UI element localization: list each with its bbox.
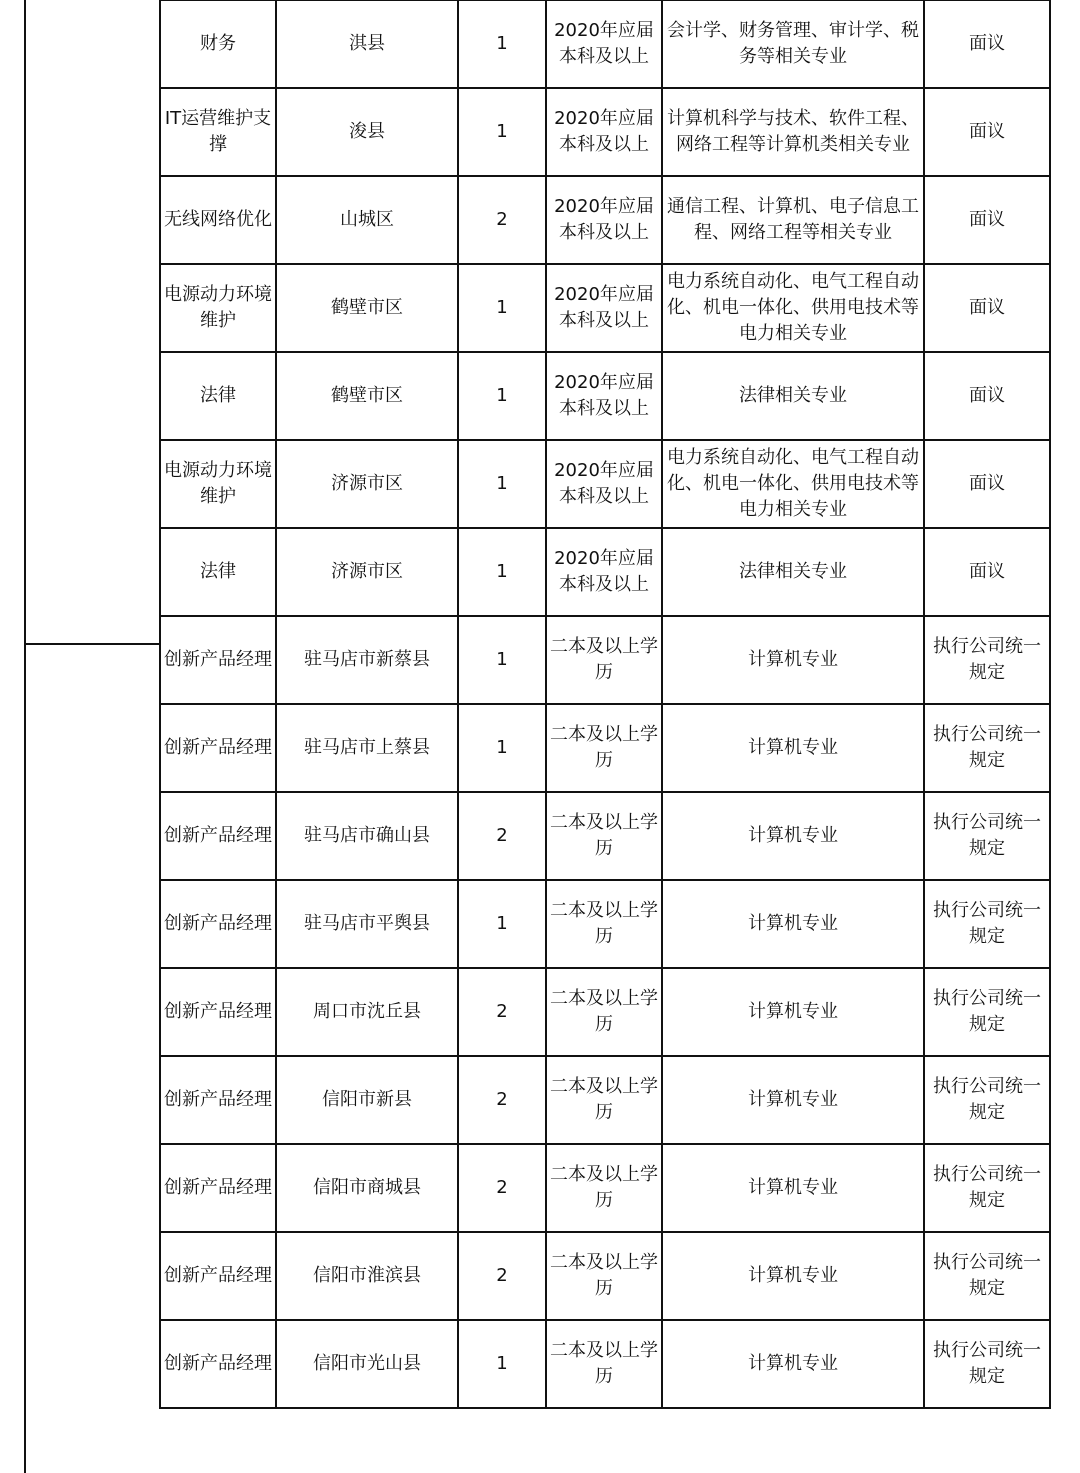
position-cell: 创新产品经理 (160, 1056, 276, 1144)
table-row (160, 968, 1050, 1056)
location-cell: 济源市区 (276, 440, 458, 528)
salary-cell: 执行公司统一规定 (924, 616, 1050, 704)
salary-cell: 执行公司统一规定 (924, 1144, 1050, 1232)
count-cell: 1 (458, 0, 546, 88)
count-cell: 2 (458, 792, 546, 880)
table-row (160, 264, 1050, 352)
table-row (160, 792, 1050, 880)
education-cell: 2020年应届本科及以上 (546, 440, 662, 528)
table-row (160, 1056, 1050, 1144)
count-cell: 2 (458, 1056, 546, 1144)
table-row (160, 440, 1050, 528)
location-cell: 驻马店市上蔡县 (276, 704, 458, 792)
table-row (160, 0, 1050, 88)
education-cell: 二本及以上学历 (546, 1144, 662, 1232)
salary-cell: 面议 (924, 264, 1050, 352)
location-cell: 驻马店市新蔡县 (276, 616, 458, 704)
location-cell: 淇县 (276, 0, 458, 88)
position-cell: IT运营维护支撑 (160, 88, 276, 176)
education-cell: 二本及以上学历 (546, 968, 662, 1056)
major-cell: 会计学、财务管理、审计学、税务等相关专业 (662, 0, 924, 88)
position-cell: 无线网络优化 (160, 176, 276, 264)
salary-cell: 执行公司统一规定 (924, 704, 1050, 792)
table-row (160, 1320, 1050, 1408)
location-cell: 鹤壁市区 (276, 264, 458, 352)
education-cell: 2020年应届本科及以上 (546, 88, 662, 176)
salary-cell: 执行公司统一规定 (924, 1320, 1050, 1408)
job-table-body (160, 0, 1050, 1408)
major-cell: 法律相关专业 (662, 352, 924, 440)
count-cell: 1 (458, 264, 546, 352)
job-table (159, 0, 1051, 1409)
location-cell: 信阳市淮滨县 (276, 1232, 458, 1320)
table-row (160, 176, 1050, 264)
position-cell: 电源动力环境维护 (160, 440, 276, 528)
education-cell: 2020年应届本科及以上 (546, 264, 662, 352)
position-cell: 创新产品经理 (160, 792, 276, 880)
location-cell: 鹤壁市区 (276, 352, 458, 440)
location-cell: 信阳市商城县 (276, 1144, 458, 1232)
location-cell: 山城区 (276, 176, 458, 264)
salary-cell: 执行公司统一规定 (924, 880, 1050, 968)
major-cell: 计算机专业 (662, 1320, 924, 1408)
position-cell: 创新产品经理 (160, 880, 276, 968)
salary-cell: 执行公司统一规定 (924, 1056, 1050, 1144)
salary-cell: 执行公司统一规定 (924, 792, 1050, 880)
count-cell: 2 (458, 176, 546, 264)
education-cell: 二本及以上学历 (546, 704, 662, 792)
salary-cell: 面议 (924, 0, 1050, 88)
count-cell: 1 (458, 880, 546, 968)
education-cell: 二本及以上学历 (546, 792, 662, 880)
table-row (160, 704, 1050, 792)
count-cell: 1 (458, 528, 546, 616)
location-cell: 驻马店市平舆县 (276, 880, 458, 968)
position-cell: 财务 (160, 0, 276, 88)
major-cell: 计算机专业 (662, 1144, 924, 1232)
table-row (160, 88, 1050, 176)
education-cell: 二本及以上学历 (546, 880, 662, 968)
salary-cell: 面议 (924, 176, 1050, 264)
salary-cell: 执行公司统一规定 (924, 968, 1050, 1056)
location-cell: 驻马店市确山县 (276, 792, 458, 880)
major-cell: 计算机专业 (662, 1056, 924, 1144)
location-cell: 济源市区 (276, 528, 458, 616)
education-cell: 二本及以上学历 (546, 1232, 662, 1320)
table-row (160, 1144, 1050, 1232)
position-cell: 创新产品经理 (160, 1144, 276, 1232)
position-cell: 创新产品经理 (160, 704, 276, 792)
location-cell: 浚县 (276, 88, 458, 176)
table-row (160, 352, 1050, 440)
position-cell: 电源动力环境维护 (160, 264, 276, 352)
table-row (160, 616, 1050, 704)
major-cell: 通信工程、计算机、电子信息工程、网络工程等相关专业 (662, 176, 924, 264)
count-cell: 2 (458, 1144, 546, 1232)
major-cell: 法律相关专业 (662, 528, 924, 616)
position-cell: 创新产品经理 (160, 616, 276, 704)
location-cell: 信阳市新县 (276, 1056, 458, 1144)
count-cell: 1 (458, 352, 546, 440)
table-row (160, 1232, 1050, 1320)
major-cell: 计算机专业 (662, 792, 924, 880)
education-cell: 二本及以上学历 (546, 1320, 662, 1408)
salary-cell: 面议 (924, 528, 1050, 616)
salary-cell: 面议 (924, 440, 1050, 528)
position-cell: 创新产品经理 (160, 1232, 276, 1320)
count-cell: 1 (458, 616, 546, 704)
position-cell: 法律 (160, 352, 276, 440)
company-column-left-border (24, 0, 26, 645)
major-cell: 计算机专业 (662, 880, 924, 968)
education-cell: 2020年应届本科及以上 (546, 528, 662, 616)
education-cell: 二本及以上学历 (546, 616, 662, 704)
count-cell: 2 (458, 1232, 546, 1320)
count-cell: 2 (458, 968, 546, 1056)
salary-cell: 面议 (924, 352, 1050, 440)
count-cell: 1 (458, 440, 546, 528)
section-divider (24, 643, 161, 645)
salary-cell: 执行公司统一规定 (924, 1232, 1050, 1320)
position-cell: 创新产品经理 (160, 1320, 276, 1408)
position-cell: 创新产品经理 (160, 968, 276, 1056)
count-cell: 1 (458, 1320, 546, 1408)
company-column-left-border-2 (24, 645, 26, 1473)
major-cell: 计算机专业 (662, 704, 924, 792)
major-cell: 电力系统自动化、电气工程自动化、机电一体化、供用电技术等电力相关专业 (662, 440, 924, 528)
education-cell: 2020年应届本科及以上 (546, 176, 662, 264)
major-cell: 计算机专业 (662, 1232, 924, 1320)
major-cell: 计算机专业 (662, 968, 924, 1056)
education-cell: 二本及以上学历 (546, 1056, 662, 1144)
location-cell: 周口市沈丘县 (276, 968, 458, 1056)
table-row (160, 528, 1050, 616)
salary-cell: 面议 (924, 88, 1050, 176)
major-cell: 计算机专业 (662, 616, 924, 704)
position-cell: 法律 (160, 528, 276, 616)
major-cell: 电力系统自动化、电气工程自动化、机电一体化、供用电技术等电力相关专业 (662, 264, 924, 352)
count-cell: 1 (458, 88, 546, 176)
major-cell: 计算机科学与技术、软件工程、网络工程等计算机类相关专业 (662, 88, 924, 176)
location-cell: 信阳市光山县 (276, 1320, 458, 1408)
education-cell: 2020年应届本科及以上 (546, 352, 662, 440)
education-cell: 2020年应届本科及以上 (546, 0, 662, 88)
table-row (160, 880, 1050, 968)
count-cell: 1 (458, 704, 546, 792)
